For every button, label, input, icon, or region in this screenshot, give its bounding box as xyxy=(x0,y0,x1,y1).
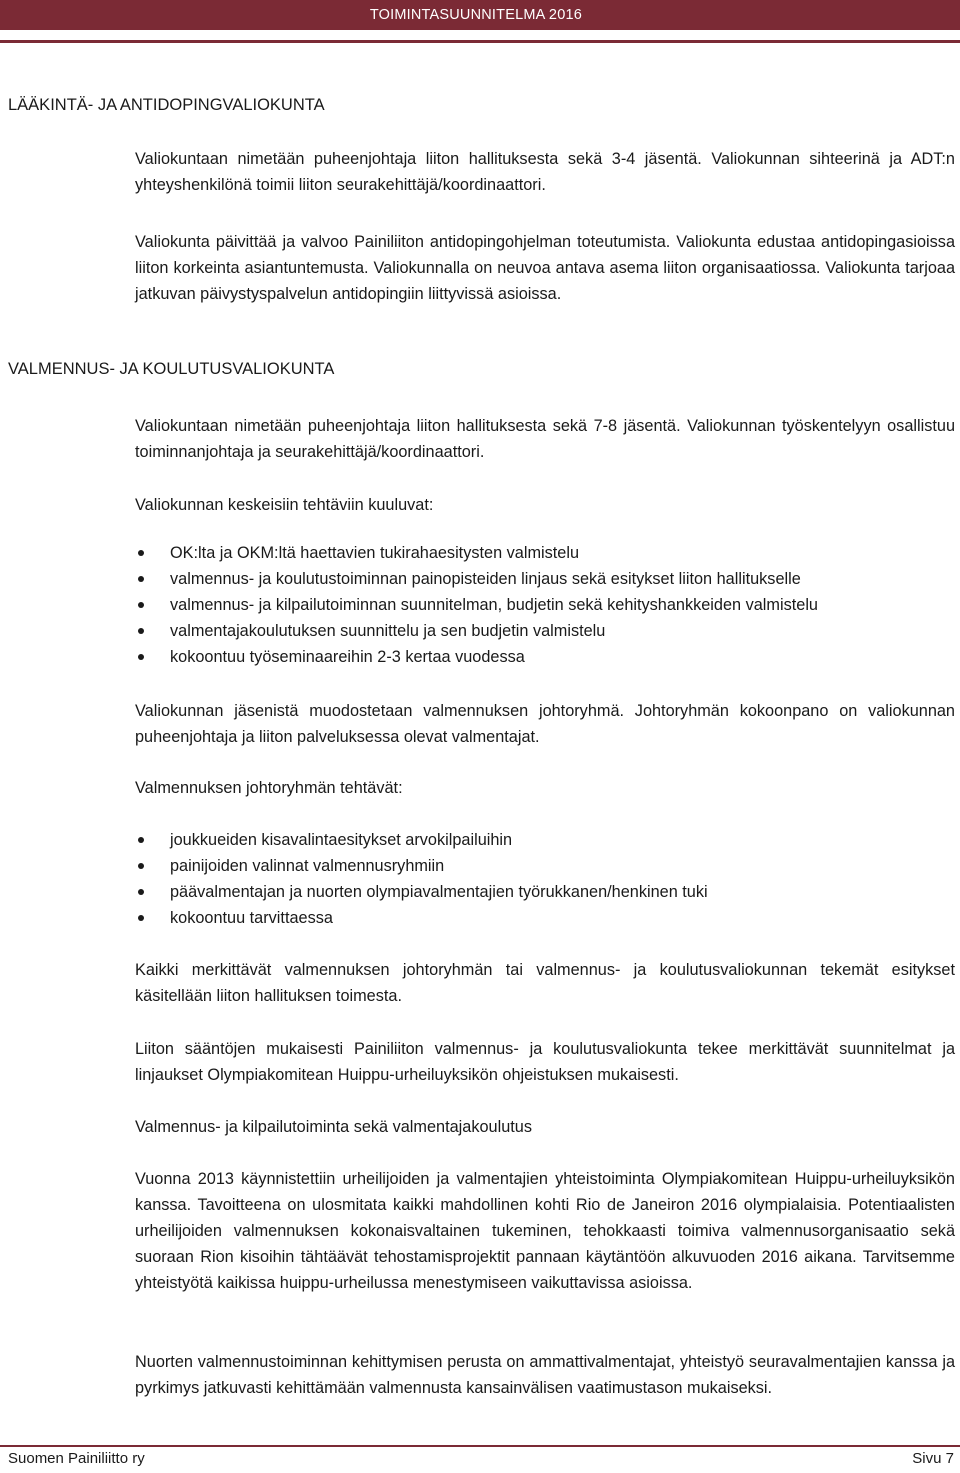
list-item: päävalmentajan ja nuorten olympiavalmentajien työrukkanen/henkinen tuki xyxy=(135,879,955,905)
bullet-list-tasks xyxy=(135,540,955,670)
list-item: valmennus- ja kilpailutoiminnan suunnitelman, budjetin sekä kehityshankkeiden valmistelu xyxy=(135,592,955,618)
paragraph: Kaikki merkittävät valmennuksen johtoryhmän tai valmennus- ja koulutusvaliokunnan tekemät esitykset käsitellään liiton hallituksen toimesta. xyxy=(135,961,955,1005)
paragraph: Valiokunnan jäsenistä muodostetaan valmennuksen johtoryhmä. Johtoryhmän kokoonpano on valiokunnan puheenjohtaja ja liiton palveluksessa olevat valmentajat. xyxy=(135,702,955,746)
bullet-list-leadership xyxy=(135,827,955,931)
section-heading-doping: LÄÄKINTÄ- JA ANTIDOPINGVALIOKUNTA xyxy=(8,96,325,114)
paragraph: Valiokunnan keskeisiin tehtäviin kuuluvat: xyxy=(135,496,434,514)
bullet-icon xyxy=(138,654,144,660)
paragraph: Valiokuntaan nimetään puheenjohtaja liiton hallituksesta sekä 7-8 jäsentä. Valiokunnan työskentelyyn osallistuu toiminnanjohtaja ja seurakehittäjä/koordinaattori. xyxy=(135,417,955,461)
bullet-icon xyxy=(138,915,144,921)
list-item: kokoontuu työseminaareihin 2-3 kertaa vuodessa xyxy=(135,644,955,670)
paragraph: Valmennuksen johtoryhmän tehtävät: xyxy=(135,779,403,797)
paragraph: Valiokuntaan nimetään puheenjohtaja liiton hallituksesta sekä 3-4 jäsentä. Valiokunnan sihteerinä ja ADT:n yhteyshenkilönä toimii liiton seurakehittäjä/koordinaattori. xyxy=(135,150,955,194)
list-item: valmentajakoulutuksen suunnittelu ja sen budjetin valmistelu xyxy=(135,618,955,644)
section-heading-coaching: VALMENNUS- JA KOULUTUSVALIOKUNTA xyxy=(8,360,335,378)
header-divider xyxy=(0,40,960,43)
paragraph: Nuorten valmennustoiminnan kehittymisen perusta on ammattivalmentajat, yhteistyö seuravalmentajien kanssa ja pyrkimys jatkuvasti kehittämään valmennusta kansainvälisen vaatimustason mukaiseksi. xyxy=(135,1353,955,1397)
bullet-icon xyxy=(138,837,144,843)
list-item: valmennus- ja koulutustoiminnan painopisteiden linjaus sekä esitykset liiton hallitukselle xyxy=(135,566,955,592)
list-item: OK:lta ja OKM:ltä haettavien tukirahaesitysten valmistelu xyxy=(135,540,955,566)
list-item: painijoiden valinnat valmennusryhmiin xyxy=(135,853,955,879)
document-title: TOIMINTASUUNNITELMA 2016 xyxy=(369,7,582,23)
bullet-icon xyxy=(138,889,144,895)
paragraph: Vuonna 2013 käynnistettiin urheilijoiden ja valmentajien yhteistoiminta Olympiakomitean Huippu-urheiluyksikön kanssa. Tavoitteena on ulosmitata kaikki mahdollinen kohti Rio de Janeiron 2016 olympialaisia. Potentiaalisten urheilijoiden valmennuksen kokonaisvaltainen tukeminen, tehokkaasti toimiva valmennusorganisaatio sekä suoraan Rion kisoihin tähtäävät tehostamisprojektit pannaan käytäntöön alkuvuoden 2016 aikana. Tarvitsemme yhteistyötä kaikissa huippu-urheilussa menestymiseen vaikuttavissa asioissa. xyxy=(135,1170,955,1292)
paragraph: Liiton sääntöjen mukaisesti Painiliiton valmennus- ja koulutusvaliokunta tekee merkittävät suunnitelmat ja linjaukset Olympiakomitean Huippu-urheiluyksikön ohjeistuksen mukaisesti. xyxy=(135,1040,955,1084)
paragraph: Valiokunta päivittää ja valvoo Painiliiton antidopingohjelman toteutumista. Valiokunta edustaa antidopingasioissa liiton korkeinta asiantuntemusta. Valiokunnalla on neuvoa antava asema liiton organisaatiossa. Valiokunta tarjoaa jatkuvan päivystyspalvelun antidopingiin liittyvissä asioissa. xyxy=(135,233,955,303)
list-item: kokoontuu tarvittaessa xyxy=(135,905,955,931)
bullet-icon xyxy=(138,628,144,634)
page-number: Sivu 7 xyxy=(912,1450,954,1467)
bullet-icon xyxy=(138,863,144,869)
bullet-icon xyxy=(138,550,144,556)
bullet-icon xyxy=(138,576,144,582)
list-item: joukkueiden kisavalintaesitykset arvokilpailuihin xyxy=(135,827,955,853)
subheading: Valmennus- ja kilpailutoiminta sekä valmentajakoulutus xyxy=(135,1118,532,1136)
footer-organization: Suomen Painiliitto ry xyxy=(8,1450,145,1467)
bullet-icon xyxy=(138,602,144,608)
footer-divider xyxy=(0,1445,960,1447)
